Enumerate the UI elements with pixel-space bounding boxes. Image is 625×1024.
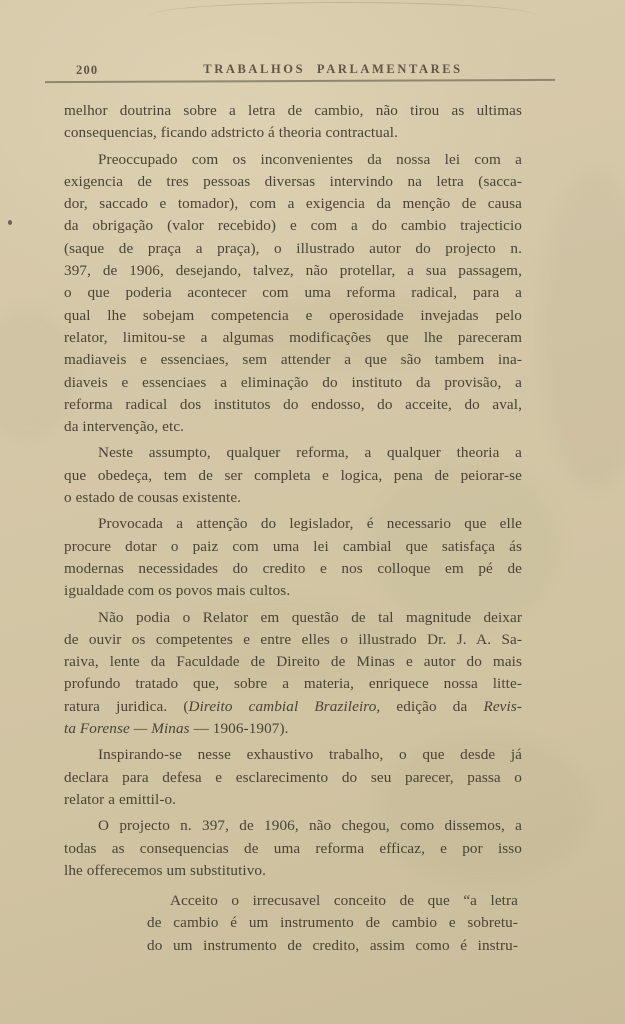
- text-line: Preoccupado com os inconvenientes da nossa lei com a: [98, 150, 522, 168]
- text-line: modernas necessidades do credito e nos colloque em pé de: [64, 559, 522, 577]
- text-line: do um instrumento de credito, assim como é instru-: [147, 936, 518, 954]
- text-column: [64, 100, 522, 957]
- running-title: TRABALHOS PARLAMENTARES: [203, 62, 463, 76]
- text-line: (saque de praça a praça), o illustrado autor do projecto n.: [64, 239, 522, 257]
- text-line: igualdade com os povos mais cultos.: [64, 582, 291, 600]
- text-line: relator, limitou-se a algumas modificações que lhe pareceram: [64, 328, 522, 346]
- text-line: da intervenção, etc.: [64, 418, 185, 436]
- text-line: diaveis e essenciaes a eliminação do instituto da provisão, a: [64, 373, 522, 391]
- text-line: exigencia de tres pessoas diversas intervindo na letra (sacca-: [64, 172, 522, 190]
- text-line: ta Forense — Minas — 1906-1907).: [64, 720, 289, 738]
- paragraph: [64, 149, 522, 439]
- text-line: de ouvir os competentes e entre elles o illustrado Dr. J. A. Sa-: [64, 630, 522, 648]
- paragraph: [64, 815, 522, 882]
- ink-speck: [8, 220, 12, 225]
- text-line: Inspirando-se nesse exhaustivo trabalho, o que desde já: [98, 746, 522, 764]
- text-line: consequencias, ficando adstricto á theoria contractual.: [64, 124, 398, 142]
- text-line: procure dotar o paiz com uma lei cambial que satisfaça ás: [64, 537, 522, 555]
- text-line: da obrigação (valor recebido) e com a do cambio trajecticio: [64, 217, 522, 235]
- paragraph: [64, 100, 522, 145]
- block-quote: [147, 890, 518, 957]
- paragraph: [64, 442, 522, 509]
- text-line: relator a emittil-o.: [64, 790, 177, 808]
- text-line: raiva, lente da Faculdade de Direito de Minas e autor do mais: [64, 653, 522, 671]
- paragraph: [64, 607, 522, 741]
- text-line: dor, saccado e tomador), com a exigencia da menção de causa: [64, 195, 522, 213]
- text-line: Neste assumpto, qualquer reforma, a qualquer theoria a: [98, 444, 522, 462]
- header-rule: [45, 79, 555, 83]
- text-line: profundo tratado que, sobre a materia, enriquece nossa litte-: [64, 675, 522, 693]
- paper-stain: [540, 170, 625, 490]
- text-line: 397, de 1906, desejando, talvez, não protellar, a sua passagem,: [64, 262, 522, 280]
- text-line: reforma radical dos institutos do endosso, do acceite, do aval,: [64, 395, 522, 413]
- text-line: que obedeça, tem de ser completa e logica, pena de peiorar-se: [64, 466, 522, 484]
- paragraph: [64, 744, 522, 811]
- text-line: o estado de cousas existente.: [64, 489, 242, 507]
- text-line: Acceito o irrecusavel conceito de que “a letra: [170, 892, 518, 910]
- text-line: de cambio é um instrumento de cambio e sobretu-: [147, 914, 518, 932]
- text-line: Não podia o Relator em questão de tal magnitude deixar: [98, 608, 522, 626]
- text-line: melhor doutrina sobre a letra de cambio, não tirou as ultimas: [64, 102, 522, 119]
- paper-crease: [150, 2, 536, 29]
- text-line: Provocada a attenção do legislador, é necessario que elle: [98, 515, 522, 533]
- text-line: lhe offerecemos um substitutivo.: [64, 861, 267, 879]
- text-line: todas as consequencias de uma reforma efficaz, e por isso: [64, 839, 522, 857]
- text-line: declara para defesa e esclarecimento do seu parecer, passa o: [64, 768, 522, 786]
- text-line: o que poderia acontecer com uma reforma radical, para a: [64, 284, 522, 302]
- text-line: O projecto n. 397, de 1906, não chegou, como dissemos, a: [98, 817, 522, 835]
- paragraph: [64, 513, 522, 602]
- text-line: ratura juridica. (Direito cambial Brazileiro, edição da Revis-: [64, 697, 522, 715]
- text-line: qual lhe sobejam competencia e operosidade invejadas pelo: [64, 306, 522, 324]
- text-line: madiaveis e essenciaes, sem attender a que são tambem ina-: [64, 351, 522, 369]
- page-number: 200: [76, 63, 99, 77]
